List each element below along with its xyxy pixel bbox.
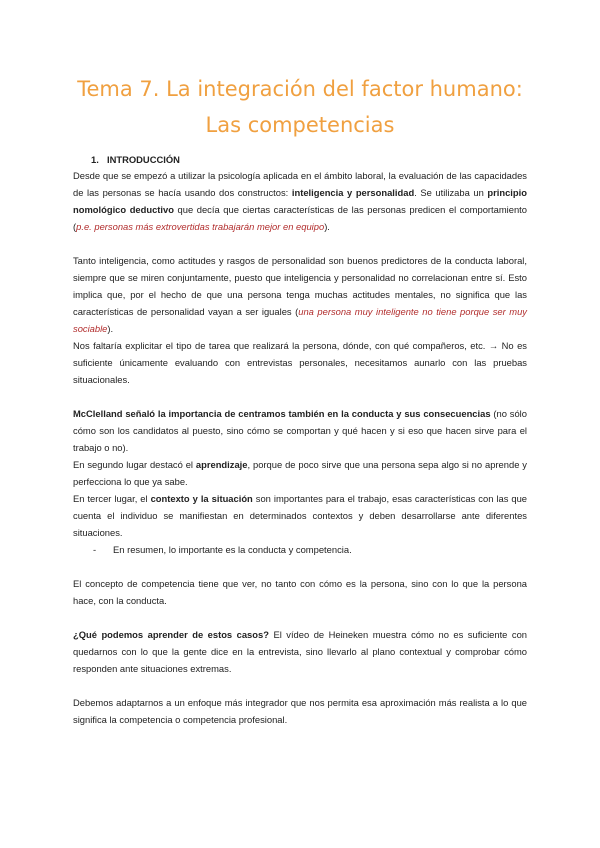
paragraph-learning: [73, 456, 527, 490]
paragraph-constructs: [73, 167, 527, 235]
bold-term: principio nomológico deductivo: [73, 187, 527, 215]
section-label: INTRODUCCIÓN: [107, 154, 180, 165]
section-number: 1.: [91, 154, 99, 165]
summary-bullet: [73, 541, 527, 558]
text-span: ).: [107, 323, 114, 334]
example-text: p.e. personas más extrovertidas trabajarán mejor en equipo: [76, 221, 325, 232]
bold-question: ¿Qué podemos aprender de estos casos?: [73, 629, 269, 640]
bullet-dash: -: [93, 544, 97, 555]
text-span: En segundo lugar destacó el: [73, 459, 196, 470]
text-span: Tanto inteligencia, como actitudes y rasgos de personalidad son buenos predictores de la conducta laboral, siempre que se miren conjuntamente, puesto que inteligencia y personalidad no correlacionan entre sí. Esto implica que, por el hecho de que una persona tenga muchas actitudes mentales, no significa que las características de personalidad vayan a ser iguales (: [73, 255, 527, 317]
paragraph-situational: Nos faltaría explicitar el tipo de tarea que realizará la persona, dónde, con qué compañeros, etc. → No es suficiente únicamente evaluando con entrevistas personales, necesitamos aunarlo con las pruebas situacionales.: [73, 340, 527, 385]
paragraph-heineken: [73, 626, 527, 677]
paragraph-context: [73, 490, 527, 541]
text-span: . Se utilizaba un: [414, 187, 488, 198]
bold-term: inteligencia y personalidad: [291, 187, 415, 198]
text-span: Desde que se empezó a utilizar la psicología aplicada en el ámbito laboral, la evaluación de las capacidades de las personas se hacía usando dos constructos:: [73, 170, 527, 198]
bold-term: McClelland señaló la importancia de centramos también en la conducta y sus consecuencias: [73, 408, 491, 419]
text-span: El vídeo de Heineken muestra cómo no es suficiente con quedarnos con lo que la gente dice en la entrevista, sino llevarlo al plano contextual y comprobar cómo responden ante situaciones extremas.: [73, 629, 528, 674]
section-heading: [73, 153, 527, 167]
text-span: ).: [324, 221, 330, 232]
bullet-text: En resumen, lo importante es la conducta y competencia.: [113, 544, 352, 555]
bold-term: aprendizaje: [195, 459, 248, 470]
page-title-line-1: Tema 7. La integración del factor humano:: [77, 77, 523, 101]
text-span: (no sólo cómo son los candidatos al puesto, sino cómo se comportan y qué hacen y si eso que hacen sirve para el trabajo o no).: [73, 408, 527, 453]
text-span: que decía que ciertas características de las personas predicen el comportamiento (: [73, 204, 527, 232]
paragraph-integrative-approach: Debemos adaptarnos a un enfoque más integrador que nos permita esa aproximación más realista a lo que significa la competencia o competencia profesional.: [73, 697, 527, 725]
paragraph-predictors: [73, 252, 527, 337]
page-title-line-2: Las competencias: [205, 113, 395, 137]
text-span: , porque de poco sirve que una persona sepa algo si no aprende y perfecciona lo que ya sabe.: [73, 459, 527, 487]
text-span: En tercer lugar, el: [73, 493, 151, 504]
example-text: una persona muy inteligente no tiene porque ser muy sociable: [73, 306, 527, 334]
bold-term: contexto y la situación: [150, 493, 253, 504]
text-span: son importantes para el trabajo, esas características con las que cuenta el individuo se manifiestan en determinados contextos y deben desarrollarse ante diferentes situaciones.: [73, 493, 527, 538]
paragraph-mcclelland: [73, 405, 527, 456]
paragraph-competence-concept: El concepto de competencia tiene que ver, no tanto con cómo es la persona, sino con lo que la persona hace, con la conducta.: [73, 578, 527, 606]
